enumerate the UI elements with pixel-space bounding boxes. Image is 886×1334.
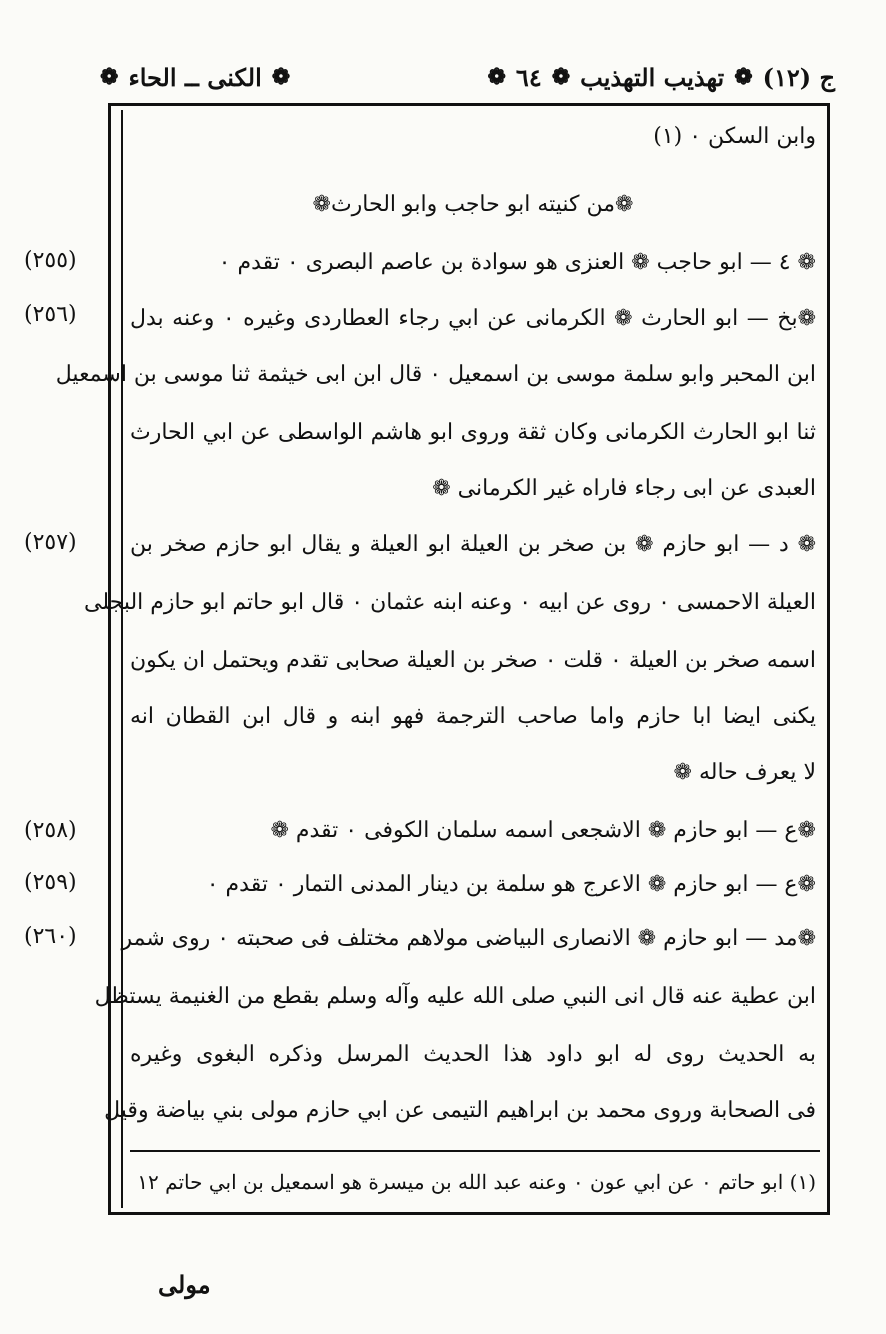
text-line: ابن المحبر وابو سلمة موسى بن اسمعيل ۰ قال ابن ابى خيثمة ثنا موسى بن اسمعيل (55, 362, 816, 387)
text-line: ❁بخ — ابو الحارث ❁ الكرمانى عن ابي رجاء العطاردى وغيره ۰ وعنه بدل (130, 306, 817, 331)
text-line: به الحديث روى له ابو داود هذا الحديث المرسل وذكره البغوى وغيره (130, 1042, 816, 1067)
footnote-divider (130, 1150, 820, 1152)
header-left (100, 63, 290, 92)
entry-number: (٢٥٨) (24, 818, 77, 843)
text-line: ❁مد — ابو حازم ❁ الانصارى البياضى مولاهم مختلف فى صحبته ۰ روى شمر (121, 926, 816, 951)
text-line: ابن عطية عنه قال انى النبي صلى الله عليه وآله وسلم بقطع من الغنيمة يستظل (94, 984, 816, 1009)
entry-number: (٢٥٧) (24, 530, 77, 555)
text-line: اسمه صخر بن العيلة ۰ قلت ۰ صخر بن العيلة صحابى تقدم ويحتمل ان يكون (130, 648, 816, 673)
ornament-icon: ❁ (551, 64, 571, 90)
entry-number: (٢٥٩) (24, 870, 77, 895)
header-right (487, 63, 835, 92)
text-line: فى الصحابة وروى محمد بن ابراهيم التيمى عن ابي حازم مولى بني بياضة وقيل (104, 1098, 816, 1123)
text-line: العيلة الاحمسى ۰ روى عن ابيه ۰ وعنه ابنه عثمان ۰ قال ابو حاتم ابو حازم البجلى (84, 590, 816, 615)
entry-number: (٢٥٥) (24, 248, 77, 273)
text-line: ❁ د — ابو حازم ❁ بن صخر بن العيلة ابو العيلة و يقال ابو حازم صخر بن (130, 532, 816, 557)
text-line: ❁ع — ابو حازم ❁ الاشجعى اسمه سلمان الكوفى ۰ تقدم ❁ (270, 818, 816, 843)
text-line: ❁ ٤ — ابو حاجب ❁ العنزى هو سوادة بن عاصم البصرى ۰ تقدم ۰ (218, 250, 816, 275)
footnote: (١) ابو حاتم ۰ عن ابي عون ۰ وعنه عبد الله بن ميسرة هو اسمعيل بن ابي حاتم ١٢ (137, 1170, 816, 1194)
ornament-icon: ❁ (734, 64, 753, 90)
section-title: الكنى ــ الحاء (128, 62, 262, 92)
text-line: يكنى ايضا ابا حازم واما صاحب الترجمة فهو ابنه و قال ابن القطان انه (130, 704, 816, 729)
volume-label: ج (١٢) (762, 62, 835, 92)
ornament-icon: ❁ (100, 64, 119, 90)
book-title: تهذيب التهذيب (580, 62, 725, 92)
page-number: ٦٤ (515, 62, 542, 92)
ornament-icon: ❁ (487, 64, 506, 90)
catchword: مولى (158, 1270, 211, 1299)
text-line: لا يعرف حاله ❁ (673, 760, 816, 785)
entry-number: (٢٥٦) (24, 302, 77, 327)
text-line: وابن السكن ۰ (١) (653, 124, 816, 149)
text-line: العبدى عن ابى رجاء فاراه غير الكرمانى ❁ (432, 476, 816, 501)
entry-number: (٢٦٠) (24, 924, 77, 949)
ornament-icon: ❁ (271, 64, 291, 90)
subheading: ❁من كنيته ابو حاجب وابو الحارث❁ (312, 192, 634, 217)
text-line: ثنا ابو الحارث الكرمانى وكان ثقة وروى ابو هاشم الواسطى عن ابي الحارث (130, 420, 816, 445)
page-header (100, 58, 835, 96)
text-line: ❁ع — ابو حازم ❁ الاعرج هو سلمة بن دينار المدنى التمار ۰ تقدم ۰ (206, 872, 816, 897)
